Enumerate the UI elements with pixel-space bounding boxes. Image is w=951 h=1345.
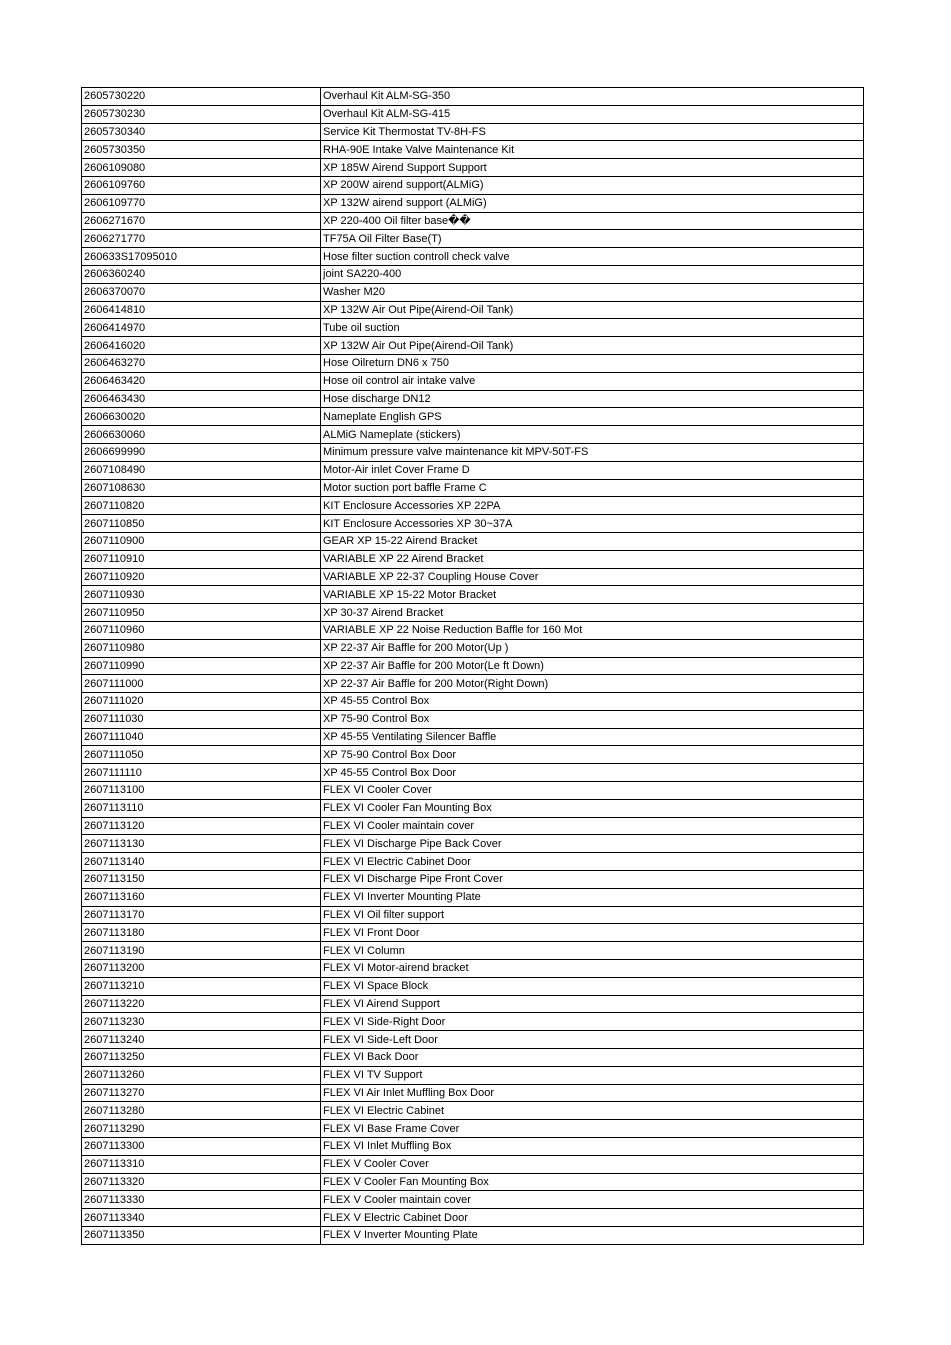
- table-row: [82, 942, 864, 960]
- table-row: [82, 283, 864, 301]
- part-number-cell: 2607113290: [82, 1120, 321, 1138]
- part-description-cell: VARIABLE XP 22-37 Coupling House Cover: [321, 568, 864, 586]
- part-description-cell: XP 30-37 Airend Bracket: [321, 604, 864, 622]
- part-description-cell: FLEX VI Air Inlet Muffling Box Door: [321, 1084, 864, 1102]
- part-description-cell: FLEX VI Oil filter support: [321, 906, 864, 924]
- part-description-cell: XP 45-55 Control Box Door: [321, 764, 864, 782]
- part-description-cell: FLEX VI Space Block: [321, 977, 864, 995]
- part-description-cell: FLEX V Inverter Mounting Plate: [321, 1227, 864, 1245]
- table-row: [82, 853, 864, 871]
- part-description-cell: Overhaul Kit ALM-SG-350: [321, 88, 864, 106]
- part-description-cell: XP 132W Air Out Pipe(Airend-Oil Tank): [321, 337, 864, 355]
- part-description-cell: KIT Enclosure Accessories XP 30~37A: [321, 515, 864, 533]
- table-row: [82, 1191, 864, 1209]
- part-description-cell: Minimum pressure valve maintenance kit MPV-50T-FS: [321, 443, 864, 461]
- part-number-cell: 260633S17095010: [82, 248, 321, 266]
- part-description-cell: XP 75-90 Control Box: [321, 710, 864, 728]
- table-row: [82, 230, 864, 248]
- table-row: [82, 1084, 864, 1102]
- part-number-cell: 2606630060: [82, 426, 321, 444]
- table-row: [82, 728, 864, 746]
- table-row: [82, 693, 864, 711]
- part-number-cell: 2607113190: [82, 942, 321, 960]
- table-row: [82, 497, 864, 515]
- part-number-cell: 2607110910: [82, 550, 321, 568]
- part-number-cell: 2607113250: [82, 1049, 321, 1067]
- part-description-cell: FLEX VI Electric Cabinet: [321, 1102, 864, 1120]
- part-description-cell: FLEX VI Inverter Mounting Plate: [321, 888, 864, 906]
- table-row: [82, 568, 864, 586]
- table-row: [82, 479, 864, 497]
- table-row: [82, 799, 864, 817]
- table-row: [82, 301, 864, 319]
- table-row: [82, 639, 864, 657]
- part-description-cell: Nameplate English GPS: [321, 408, 864, 426]
- part-number-cell: 2606414810: [82, 301, 321, 319]
- table-row: [82, 675, 864, 693]
- part-number-cell: 2607113150: [82, 871, 321, 889]
- part-description-cell: XP 22-37 Air Baffle for 200 Motor(Le ft Down): [321, 657, 864, 675]
- part-description-cell: FLEX VI Side-Right Door: [321, 1013, 864, 1031]
- part-number-cell: 2607113180: [82, 924, 321, 942]
- table-row: [82, 960, 864, 978]
- part-number-cell: 2607110990: [82, 657, 321, 675]
- part-number-cell: 2606699990: [82, 443, 321, 461]
- table-row: [82, 212, 864, 230]
- part-description-cell: FLEX VI Front Door: [321, 924, 864, 942]
- part-description-cell: ALMiG Nameplate (stickers): [321, 426, 864, 444]
- table-row: [82, 977, 864, 995]
- part-number-cell: 2607108630: [82, 479, 321, 497]
- table-row: [82, 390, 864, 408]
- part-number-cell: 2607113210: [82, 977, 321, 995]
- part-description-cell: Hose discharge DN12: [321, 390, 864, 408]
- part-number-cell: 2607111040: [82, 728, 321, 746]
- part-number-cell: 2606414970: [82, 319, 321, 337]
- part-number-cell: 2607110930: [82, 586, 321, 604]
- part-description-cell: FLEX VI TV Support: [321, 1066, 864, 1084]
- parts-table: [81, 87, 864, 1245]
- part-number-cell: 2605730350: [82, 141, 321, 159]
- table-row: [82, 265, 864, 283]
- part-description-cell: Hose Oilreturn DN6 x 750: [321, 354, 864, 372]
- part-number-cell: 2605730230: [82, 105, 321, 123]
- part-description-cell: FLEX V Cooler Cover: [321, 1155, 864, 1173]
- parts-table-body: [82, 88, 864, 1245]
- part-number-cell: 2607113130: [82, 835, 321, 853]
- part-description-cell: FLEX VI Discharge Pipe Front Cover: [321, 871, 864, 889]
- table-row: [82, 1155, 864, 1173]
- part-number-cell: 2606463420: [82, 372, 321, 390]
- part-description-cell: XP 185W Airend Support Support: [321, 159, 864, 177]
- part-description-cell: FLEX VI Column: [321, 942, 864, 960]
- part-description-cell: FLEX VI Back Door: [321, 1049, 864, 1067]
- part-number-cell: 2607111030: [82, 710, 321, 728]
- part-description-cell: FLEX VI Cooler maintain cover: [321, 817, 864, 835]
- table-row: [82, 871, 864, 889]
- table-row: [82, 888, 864, 906]
- part-description-cell: Hose filter suction controll check valve: [321, 248, 864, 266]
- table-row: [82, 372, 864, 390]
- part-number-cell: 2607113330: [82, 1191, 321, 1209]
- part-number-cell: 2605730220: [82, 88, 321, 106]
- part-number-cell: 2606109770: [82, 194, 321, 212]
- part-description-cell: XP 45-55 Ventilating Silencer Baffle: [321, 728, 864, 746]
- part-description-cell: Overhaul Kit ALM-SG-415: [321, 105, 864, 123]
- part-number-cell: 2607108490: [82, 461, 321, 479]
- table-row: [82, 924, 864, 942]
- table-row: [82, 176, 864, 194]
- part-number-cell: 2606463270: [82, 354, 321, 372]
- part-description-cell: Tube oil suction: [321, 319, 864, 337]
- part-number-cell: 2607110950: [82, 604, 321, 622]
- part-description-cell: FLEX VI Airend Support: [321, 995, 864, 1013]
- table-row: [82, 657, 864, 675]
- table-row: [82, 1102, 864, 1120]
- part-description-cell: FLEX VI Base Frame Cover: [321, 1120, 864, 1138]
- table-row: [82, 1066, 864, 1084]
- table-row: [82, 461, 864, 479]
- part-number-cell: 2607113350: [82, 1227, 321, 1245]
- part-number-cell: 2607113340: [82, 1209, 321, 1227]
- part-number-cell: 2607113220: [82, 995, 321, 1013]
- part-number-cell: 2606370070: [82, 283, 321, 301]
- table-row: [82, 123, 864, 141]
- part-number-cell: 2606463430: [82, 390, 321, 408]
- table-row: [82, 817, 864, 835]
- part-number-cell: 2607113260: [82, 1066, 321, 1084]
- part-description-cell: VARIABLE XP 22 Noise Reduction Baffle for 160 Mot: [321, 621, 864, 639]
- table-row: [82, 1031, 864, 1049]
- table-row: [82, 710, 864, 728]
- table-row: [82, 906, 864, 924]
- part-number-cell: 2607113320: [82, 1173, 321, 1191]
- part-description-cell: XP 132W airend support (ALMiG): [321, 194, 864, 212]
- table-row: [82, 337, 864, 355]
- table-row: [82, 532, 864, 550]
- part-number-cell: 2607113270: [82, 1084, 321, 1102]
- part-number-cell: 2607113100: [82, 782, 321, 800]
- table-row: [82, 319, 864, 337]
- part-number-cell: 2607113160: [82, 888, 321, 906]
- part-number-cell: 2606360240: [82, 265, 321, 283]
- part-number-cell: 2607110820: [82, 497, 321, 515]
- part-number-cell: 2607110900: [82, 532, 321, 550]
- table-row: [82, 746, 864, 764]
- part-number-cell: 2605730340: [82, 123, 321, 141]
- part-number-cell: 2607110850: [82, 515, 321, 533]
- table-row: [82, 141, 864, 159]
- table-row: [82, 408, 864, 426]
- part-description-cell: FLEX VI Motor-airend bracket: [321, 960, 864, 978]
- part-number-cell: 2607113230: [82, 1013, 321, 1031]
- table-row: [82, 586, 864, 604]
- part-description-cell: VARIABLE XP 22 Airend Bracket: [321, 550, 864, 568]
- table-row: [82, 1227, 864, 1245]
- table-row: [82, 443, 864, 461]
- part-number-cell: 2607113200: [82, 960, 321, 978]
- table-row: [82, 1049, 864, 1067]
- part-description-cell: XP 22-37 Air Baffle for 200 Motor(Up ): [321, 639, 864, 657]
- part-number-cell: 2607111000: [82, 675, 321, 693]
- table-row: [82, 248, 864, 266]
- part-description-cell: FLEX VI Discharge Pipe Back Cover: [321, 835, 864, 853]
- part-description-cell: FLEX VI Side-Left Door: [321, 1031, 864, 1049]
- table-row: [82, 835, 864, 853]
- part-number-cell: 2607113140: [82, 853, 321, 871]
- part-number-cell: 2607113300: [82, 1138, 321, 1156]
- part-number-cell: 2607110920: [82, 568, 321, 586]
- table-row: [82, 1138, 864, 1156]
- part-description-cell: FLEX VI Cooler Cover: [321, 782, 864, 800]
- part-number-cell: 2607111020: [82, 693, 321, 711]
- part-description-cell: Motor suction port baffle Frame C: [321, 479, 864, 497]
- part-description-cell: XP 22-37 Air Baffle for 200 Motor(Right Down): [321, 675, 864, 693]
- part-description-cell: GEAR XP 15-22 Airend Bracket: [321, 532, 864, 550]
- table-row: [82, 995, 864, 1013]
- part-number-cell: 2607111110: [82, 764, 321, 782]
- part-number-cell: 2606416020: [82, 337, 321, 355]
- table-row: [82, 105, 864, 123]
- table-row: [82, 194, 864, 212]
- part-description-cell: TF75A Oil Filter Base(T): [321, 230, 864, 248]
- part-number-cell: 2607113110: [82, 799, 321, 817]
- part-description-cell: XP 75-90 Control Box Door: [321, 746, 864, 764]
- part-number-cell: 2607110960: [82, 621, 321, 639]
- part-description-cell: Service Kit Thermostat TV-8H-FS: [321, 123, 864, 141]
- part-number-cell: 2606271670: [82, 212, 321, 230]
- part-description-cell: joint SA220-400: [321, 265, 864, 283]
- part-description-cell: Hose oil control air intake valve: [321, 372, 864, 390]
- part-description-cell: FLEX V Electric Cabinet Door: [321, 1209, 864, 1227]
- part-description-cell: FLEX VI Inlet Muffling Box: [321, 1138, 864, 1156]
- part-number-cell: 2607110980: [82, 639, 321, 657]
- table-row: [82, 354, 864, 372]
- part-number-cell: 2606109760: [82, 176, 321, 194]
- table-row: [82, 1209, 864, 1227]
- part-description-cell: RHA-90E Intake Valve Maintenance Kit: [321, 141, 864, 159]
- part-description-cell: VARIABLE XP 15-22 Motor Bracket: [321, 586, 864, 604]
- table-row: [82, 550, 864, 568]
- table-row: [82, 782, 864, 800]
- table-row: [82, 159, 864, 177]
- table-row: [82, 88, 864, 106]
- table-row: [82, 1173, 864, 1191]
- part-number-cell: 2607111050: [82, 746, 321, 764]
- part-description-cell: Motor-Air inlet Cover Frame D: [321, 461, 864, 479]
- part-number-cell: 2607113310: [82, 1155, 321, 1173]
- part-number-cell: 2607113240: [82, 1031, 321, 1049]
- table-row: [82, 764, 864, 782]
- table-row: [82, 515, 864, 533]
- part-description-cell: XP 132W Air Out Pipe(Airend-Oil Tank): [321, 301, 864, 319]
- part-number-cell: 2607113170: [82, 906, 321, 924]
- part-description-cell: FLEX VI Electric Cabinet Door: [321, 853, 864, 871]
- part-description-cell: XP 200W airend support(ALMiG): [321, 176, 864, 194]
- part-description-cell: FLEX VI Cooler Fan Mounting Box: [321, 799, 864, 817]
- table-row: [82, 426, 864, 444]
- part-number-cell: 2607113120: [82, 817, 321, 835]
- table-row: [82, 1013, 864, 1031]
- part-number-cell: 2606109080: [82, 159, 321, 177]
- table-row: [82, 621, 864, 639]
- part-description-cell: FLEX V Cooler Fan Mounting Box: [321, 1173, 864, 1191]
- part-number-cell: 2606630020: [82, 408, 321, 426]
- part-description-cell: KIT Enclosure Accessories XP 22PA: [321, 497, 864, 515]
- part-number-cell: 2607113280: [82, 1102, 321, 1120]
- part-description-cell: XP 220-400 Oil filter base��: [321, 212, 864, 230]
- part-description-cell: XP 45-55 Control Box: [321, 693, 864, 711]
- part-number-cell: 2606271770: [82, 230, 321, 248]
- part-description-cell: Washer M20: [321, 283, 864, 301]
- table-row: [82, 604, 864, 622]
- table-row: [82, 1120, 864, 1138]
- part-description-cell: FLEX V Cooler maintain cover: [321, 1191, 864, 1209]
